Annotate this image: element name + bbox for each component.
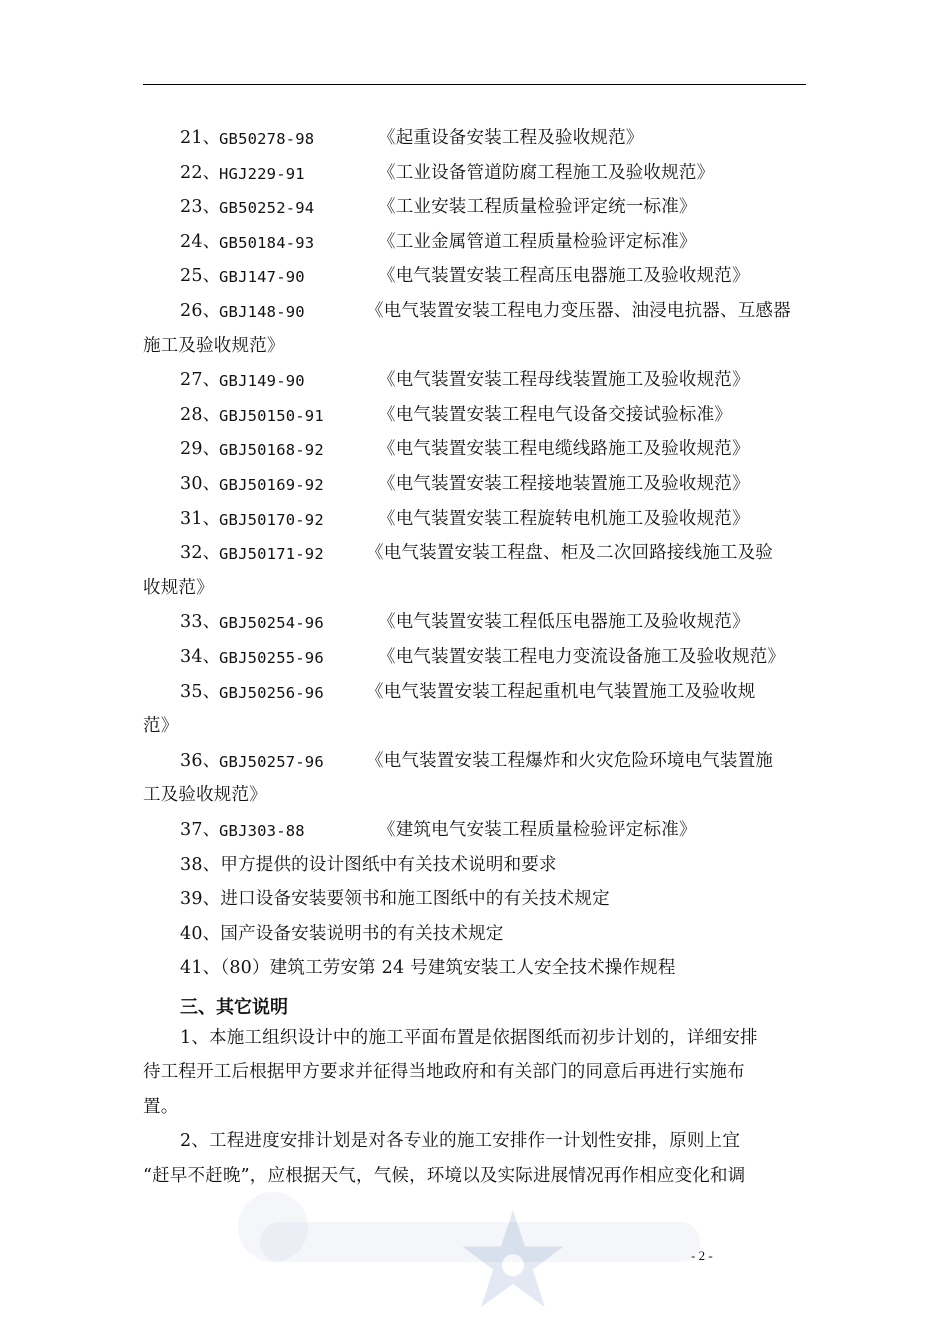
standard-list-item bbox=[180, 819, 697, 841]
standard-list-item bbox=[180, 162, 715, 184]
item-number: 33、 bbox=[180, 612, 221, 633]
standard-title: 《电气装置安装工程电缆线路施工及验收规范》 bbox=[378, 439, 750, 460]
standard-list-item bbox=[180, 542, 774, 564]
item-number: 31、 bbox=[180, 508, 221, 529]
standard-title: 《电气装置安装工程盘、柜及二次回路接线施工及验 bbox=[366, 543, 774, 564]
item-number: 22、 bbox=[180, 162, 221, 183]
item-number: 37、 bbox=[180, 820, 221, 840]
standard-title: 《工业设备管道防腐工程施工及验收规范》 bbox=[378, 162, 715, 183]
watermark-text-shadow bbox=[260, 1222, 700, 1262]
standard-code: GB50252-94 bbox=[219, 199, 315, 218]
item-number: 30、 bbox=[180, 474, 221, 494]
paragraph-line bbox=[143, 1061, 745, 1083]
item-number: 32、 bbox=[180, 543, 221, 564]
standard-title: 《电气装置安装工程高压电器施工及验收规范》 bbox=[378, 266, 750, 287]
standard-title-cont-text: 范》 bbox=[143, 716, 179, 737]
paragraph-line bbox=[143, 1165, 745, 1187]
reference-list-item bbox=[180, 923, 504, 945]
standard-title: 《电气装置安装工程电力变压器、油浸电抗器、互感器 bbox=[366, 301, 791, 321]
paragraph-line bbox=[143, 1096, 178, 1118]
standard-code: GBJ50255-96 bbox=[219, 649, 324, 667]
standard-title: 《电气装置安装工程起重机电气装置施工及验收规 bbox=[366, 681, 756, 702]
page-number: - 2 - bbox=[691, 1248, 713, 1263]
standard-list-item bbox=[180, 508, 750, 530]
watermark-blob bbox=[238, 1192, 308, 1262]
reference-list-item bbox=[180, 888, 610, 910]
standard-code: GBJ50150-91 bbox=[219, 406, 324, 425]
paragraph-text: 待工程开工后根据甲方要求并征得当地政府和有关部门的同意后再进行实施布 bbox=[143, 1062, 745, 1083]
standard-code: GBJ50257-96 bbox=[219, 752, 324, 771]
standard-title: 《建筑电气安装工程质量检验评定标准》 bbox=[378, 820, 697, 840]
standard-list-item bbox=[180, 611, 750, 633]
standard-list-item bbox=[180, 127, 644, 149]
reference-list-item bbox=[180, 957, 676, 979]
standard-title: 《电气装置安装工程低压电器施工及验收规范》 bbox=[378, 612, 750, 633]
standard-title: 《工业安装工程质量检验评定统一标准》 bbox=[378, 197, 697, 218]
standard-code: GBJ50171-92 bbox=[219, 545, 324, 564]
paragraph-text: 1、本施工组织设计中的施工平面布置是依据图纸而初步计划的，详细安排 bbox=[180, 1027, 758, 1048]
section-heading: 三、其它说明 bbox=[180, 997, 288, 1018]
standard-list-item bbox=[180, 681, 756, 703]
standard-list-item bbox=[180, 404, 732, 426]
standard-list-item bbox=[180, 750, 774, 772]
reference-list-item bbox=[180, 854, 557, 876]
reference-text: 40、国产设备安装说明书的有关技术规定 bbox=[180, 923, 504, 944]
standard-title: 《电气装置安装工程爆炸和火灾危险环境电气装置施 bbox=[366, 750, 774, 771]
standard-list-item bbox=[180, 369, 750, 391]
standard-list-item bbox=[180, 265, 750, 287]
standard-code: GBJ50168-92 bbox=[219, 441, 324, 460]
standard-title-continuation bbox=[143, 715, 178, 737]
standard-code: GBJ303-88 bbox=[219, 822, 305, 840]
item-number: 29、 bbox=[180, 439, 221, 460]
standard-code: GBJ149-90 bbox=[219, 372, 305, 391]
standard-list-item bbox=[180, 473, 750, 495]
item-number: 28、 bbox=[180, 404, 221, 425]
standard-code: GBJ50254-96 bbox=[219, 614, 324, 633]
standard-title-continuation bbox=[143, 577, 214, 599]
paragraph-line bbox=[180, 1130, 740, 1152]
item-number: 23、 bbox=[180, 197, 221, 218]
standard-title: 《电气装置安装工程旋转电机施工及验收规范》 bbox=[378, 508, 750, 529]
standard-title-cont-text: 收规范》 bbox=[143, 577, 214, 598]
paragraph-line bbox=[180, 1027, 758, 1049]
standard-title: 《电气装置安装工程电气设备交接试验标准》 bbox=[378, 404, 732, 425]
paragraph-text: 置。 bbox=[143, 1096, 179, 1117]
standard-title-cont-text: 工及验收规范》 bbox=[143, 785, 267, 806]
item-number: 27、 bbox=[180, 370, 221, 391]
reference-text: 39、进口设备安装要领书和施工图纸中的有关技术规定 bbox=[180, 889, 610, 910]
standard-code: GBJ50170-92 bbox=[219, 510, 324, 529]
item-number: 26、 bbox=[180, 301, 221, 321]
standard-code: GB50184-93 bbox=[219, 233, 315, 252]
standard-title: 《电气装置安装工程接地装置施工及验收规范》 bbox=[378, 474, 750, 494]
standard-title: 《工业金属管道工程质量检验评定标准》 bbox=[378, 231, 697, 252]
watermark-star-icon bbox=[458, 1208, 568, 1318]
standard-code: HGJ229-91 bbox=[219, 164, 305, 183]
item-number: 35、 bbox=[180, 681, 221, 702]
item-number: 24、 bbox=[180, 231, 221, 252]
standard-code: GB50278-98 bbox=[219, 130, 315, 148]
standard-code: GBJ50256-96 bbox=[219, 683, 324, 702]
standard-title-continuation bbox=[143, 784, 267, 806]
standard-title: 《电气装置安装工程母线装置施工及验收规范》 bbox=[378, 370, 750, 391]
standard-list-item bbox=[180, 231, 697, 253]
standard-title-continuation bbox=[143, 335, 285, 357]
item-number: 34、 bbox=[180, 647, 221, 667]
reference-text: 38、甲方提供的设计图纸中有关技术说明和要求 bbox=[180, 854, 557, 875]
standard-list-item bbox=[180, 646, 786, 668]
paragraph-text: “赶早不赶晚”，应根据天气，气候，环境以及实际进展情况再作相应变化和调 bbox=[143, 1166, 746, 1186]
header-rule bbox=[143, 84, 806, 85]
standard-code: GBJ50169-92 bbox=[219, 476, 324, 494]
standard-title: 《电气装置安装工程电力变流设备施工及验收规范》 bbox=[378, 647, 786, 667]
item-number: 25、 bbox=[180, 266, 221, 287]
item-number: 21、 bbox=[180, 128, 221, 148]
standard-list-item bbox=[180, 196, 697, 218]
paragraph-text: 2、工程进度安排计划是对各专业的施工安排作一计划性安排，原则上宜 bbox=[180, 1131, 741, 1152]
standard-title: 《起重设备安装工程及验收规范》 bbox=[378, 128, 644, 148]
standard-title-cont-text: 施工及验收规范》 bbox=[143, 335, 285, 356]
standard-list-item bbox=[180, 438, 750, 460]
standard-code: GBJ148-90 bbox=[219, 303, 305, 321]
item-number: 36、 bbox=[180, 750, 221, 771]
standard-list-item bbox=[180, 300, 791, 322]
reference-text: 41、（80）建筑工劳安第 24 号建筑安装工人安全技术操作规程 bbox=[180, 958, 676, 979]
standard-code: GBJ147-90 bbox=[219, 268, 305, 287]
